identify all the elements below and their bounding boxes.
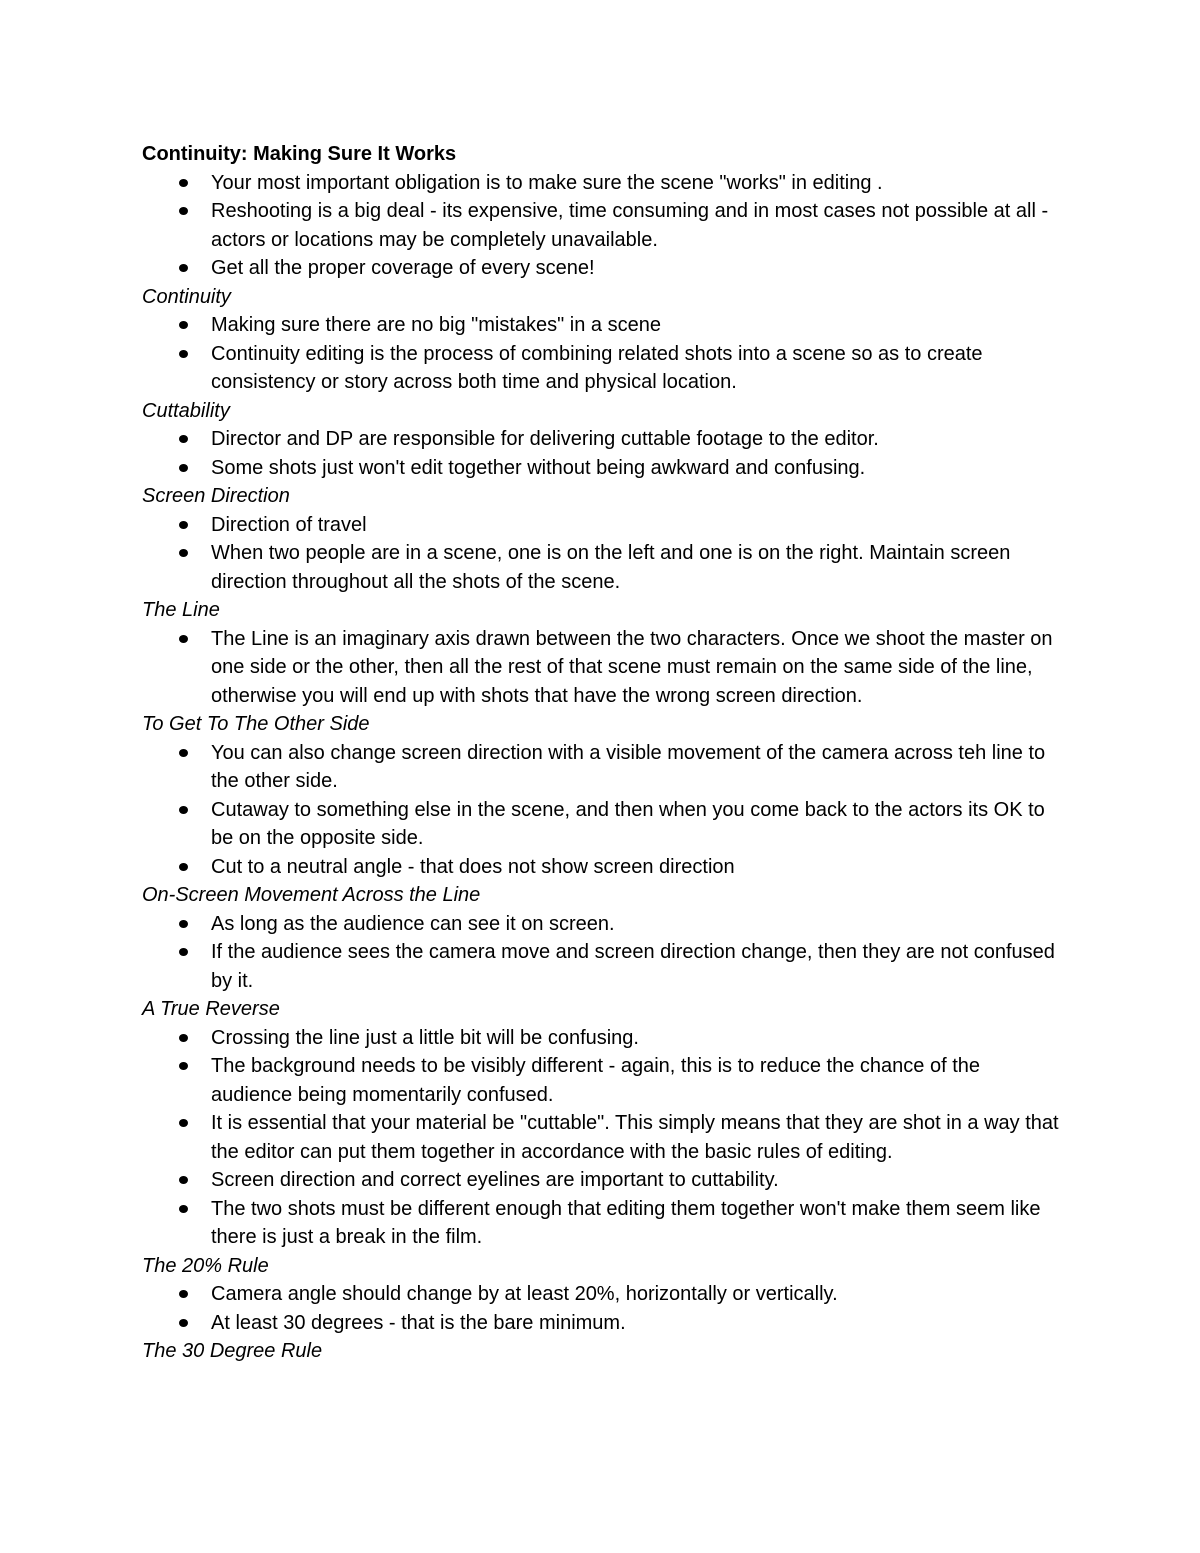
section-heading: A True Reverse	[142, 998, 280, 1020]
section	[142, 710, 1062, 881]
bullet-icon	[179, 435, 188, 443]
list-item	[142, 197, 1062, 254]
list-item	[142, 853, 1062, 882]
bullet-icon	[179, 1062, 188, 1070]
list-item	[142, 539, 1062, 596]
bullet-icon	[179, 749, 188, 757]
bullet-list	[142, 739, 1062, 882]
bullet-icon	[179, 1205, 188, 1213]
section	[142, 995, 1062, 1252]
bullet-list	[142, 910, 1062, 996]
list-item	[142, 1052, 1062, 1109]
bullet-icon	[179, 920, 188, 928]
section-heading: The 20% Rule	[142, 1254, 269, 1277]
bullet-icon	[179, 521, 188, 529]
bullet-icon	[179, 1319, 188, 1327]
bullet-list	[142, 1024, 1062, 1252]
sections-container	[142, 283, 1062, 1366]
bullet-text: Camera angle should change by at least 20%, horizontally or vertically.	[211, 1283, 838, 1305]
bullet-text: Continuity editing is the process of combining related shots into a scene so as to create consistency or story across both time and physical location.	[211, 342, 983, 393]
bullet-icon	[179, 1119, 188, 1127]
section	[142, 596, 1062, 710]
list-item	[142, 625, 1062, 711]
section-heading: The 30 Degree Rule	[142, 1340, 323, 1362]
bullet-icon	[179, 948, 188, 956]
bullet-list	[142, 511, 1062, 597]
bullet-icon	[179, 321, 188, 329]
bullet-list	[142, 1280, 1062, 1337]
bullet-icon	[179, 464, 188, 472]
bullet-text: Cutaway to something else in the scene, and then when you come back to the actors its OK to be on the opposite side.	[211, 798, 1045, 849]
list-item	[142, 425, 1062, 454]
list-item	[142, 796, 1062, 853]
bullet-text: The background needs to be visibly different - again, this is to reduce the chance of the audience being momentarily confused.	[211, 1055, 980, 1106]
bullet-text: Director and DP are responsible for delivering cuttable footage to the editor.	[211, 428, 879, 450]
bullet-icon	[179, 1290, 188, 1298]
bullet-icon	[179, 549, 188, 557]
list-item	[142, 340, 1062, 397]
list-item	[142, 1280, 1062, 1309]
bullet-text: When two people are in a scene, one is on the left and one is on the right. Maintain screen direction throughout all the shots of the scene.	[211, 542, 1011, 593]
section-heading: On-Screen Movement Across the Line	[142, 884, 481, 906]
bullet-icon	[179, 207, 188, 215]
bullet-list	[142, 425, 1062, 482]
list-item	[142, 1166, 1062, 1195]
section	[142, 1337, 1062, 1366]
list-item	[142, 938, 1062, 995]
bullet-text: As long as the audience can see it on screen.	[211, 912, 615, 935]
list-item	[142, 254, 1062, 283]
bullet-icon	[179, 350, 188, 358]
bullet-icon	[179, 1034, 188, 1042]
section	[142, 881, 1062, 995]
bullet-text: You can also change screen direction with a visible movement of the camera across teh line to the other side.	[211, 741, 1046, 792]
list-item	[142, 1024, 1062, 1053]
bullet-text: Get all the proper coverage of every scene!	[211, 257, 595, 279]
bullet-icon	[179, 806, 188, 814]
bullet-text: Your most important obligation is to make sure the scene "works" in editing .	[211, 171, 883, 194]
section-heading: The Line	[142, 599, 220, 621]
bullet-list	[142, 625, 1062, 711]
bullet-text: Direction of travel	[211, 513, 367, 536]
section	[142, 397, 1062, 483]
bullet-icon	[179, 264, 188, 272]
bullet-text: Making sure there are no big "mistakes" in a scene	[211, 314, 661, 336]
list-item	[142, 311, 1062, 340]
bullet-text: The two shots must be different enough that editing them together won't make them seem like there is just a break in the film.	[211, 1197, 1041, 1248]
section	[142, 482, 1062, 596]
list-item	[142, 1109, 1062, 1166]
document-title: Continuity: Making Sure It Works	[142, 143, 457, 165]
bullet-text: If the audience sees the camera move and screen direction change, then they are not confused by it.	[211, 941, 1055, 992]
bullet-text: Cut to a neutral angle - that does not show screen direction	[211, 855, 735, 878]
bullet-text: Some shots just won't edit together without being awkward and confusing.	[211, 456, 866, 479]
bullet-icon	[179, 863, 188, 871]
bullet-icon	[179, 1176, 188, 1184]
bullet-text: Reshooting is a big deal - its expensive, time consuming and in most cases not possible at all - actors or locations may be completely unavailable.	[211, 200, 1049, 251]
list-item	[142, 1309, 1062, 1338]
list-item	[142, 454, 1062, 483]
bullet-icon	[179, 635, 188, 643]
section	[142, 283, 1062, 397]
list-item	[142, 511, 1062, 540]
list-item	[142, 1195, 1062, 1252]
bullet-text: Crossing the line just a little bit will be confusing.	[211, 1026, 639, 1049]
section-heading: To Get To The Other Side	[142, 713, 370, 735]
list-item	[142, 169, 1062, 198]
list-item	[142, 910, 1062, 939]
bullet-icon	[179, 179, 188, 187]
bullet-text: Screen direction and correct eyelines are important to cuttability.	[211, 1169, 779, 1191]
section-heading: Cuttability	[142, 399, 230, 422]
document-body	[142, 140, 1062, 1366]
section-heading: Continuity	[142, 285, 231, 308]
bullet-text: The Line is an imaginary axis drawn between the two characters. Once we shoot the master on one side or the other, then all the rest of that scene must remain on the same side of the line, otherwise you will end up with shots that have the wrong screen direction.	[211, 627, 1053, 707]
bullet-text: It is essential that your material be "cuttable". This simply means that they are shot in a way that the editor can put them together in accordance with the basic rules of editing.	[211, 1112, 1059, 1163]
bullet-list	[142, 311, 1062, 397]
section-heading: Screen Direction	[142, 485, 290, 507]
bullet-text: At least 30 degrees - that is the bare minimum.	[211, 1311, 626, 1334]
section	[142, 1252, 1062, 1338]
intro-bullet-list	[142, 169, 1062, 283]
list-item	[142, 739, 1062, 796]
